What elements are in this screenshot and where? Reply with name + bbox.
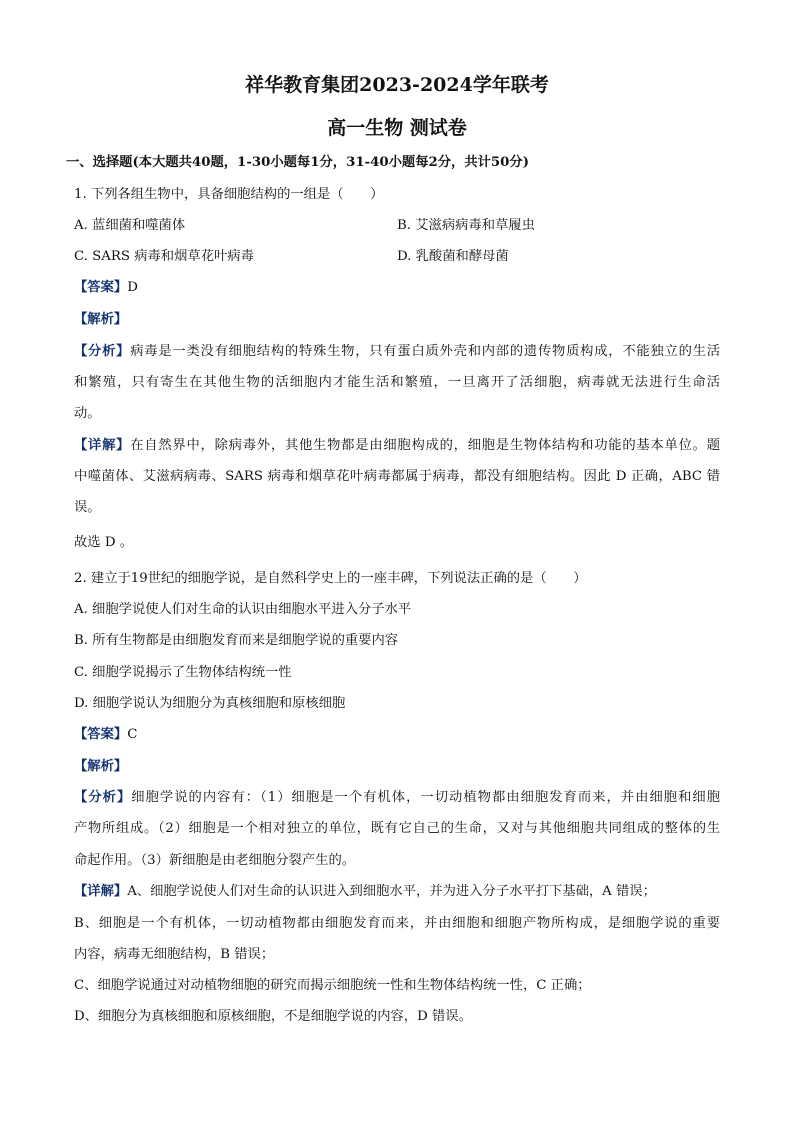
question-2-fenxi-line-3: 命起作用。（3）新细胞是由老细胞分裂产生的。 bbox=[74, 853, 356, 868]
analysis-tag: 【解析】 bbox=[74, 312, 128, 327]
question-1-fenxi-line-3: 动。 bbox=[74, 406, 101, 421]
question-1-option-a: A. 蓝细菌和噬菌体 bbox=[74, 218, 186, 233]
question-1-option-c: C. SARS 病毒和烟草花叶病毒 bbox=[74, 249, 254, 264]
question-1-stem: 1. 下列各组生物中，具备细胞结构的一组是（ ） bbox=[74, 187, 384, 202]
xiangjie-text: A、细胞学说使人们对生命的认识进入到细胞水平，并为进入分子水平打下基础，A 错误； bbox=[127, 884, 656, 899]
question-1-fenxi-line-1 bbox=[74, 340, 720, 359]
fenxi-tag: 【分析】 bbox=[74, 790, 132, 805]
question-1-xiangjie-line-3: 误。 bbox=[74, 500, 101, 515]
fenxi-tag: 【分析】 bbox=[74, 344, 131, 359]
question-2-stem: 2. 建立于19世纪的细胞学说，是自然科学史上的一座丰碑，下列说法正确的是（ ） bbox=[74, 571, 587, 586]
fenxi-text: 细胞学说的内容有：（1）细胞是一个有机体，一切动植物都由细胞发育而来，并由细胞和细胞 bbox=[131, 790, 721, 805]
question-1-fenxi-line-2: 和繁殖，只有寄生在其他生物的活细胞内才能生活和繁殖，一旦离开了活细胞，病毒就无法进行生命活 bbox=[74, 375, 720, 390]
question-1-conclusion: 故选 D 。 bbox=[74, 535, 134, 550]
answer-tag: 【答案】 bbox=[74, 280, 128, 295]
question-2-option-d: D. 细胞学说认为细胞分为真核细胞和原核细胞 bbox=[74, 696, 346, 711]
xiangjie-tag: 【详解】 bbox=[74, 438, 131, 453]
question-2-option-a: A. 细胞学说使人们对生命的认识由细胞水平进入分子水平 bbox=[74, 602, 412, 617]
fenxi-text: 病毒是一类没有细胞结构的特殊生物，只有蛋白质外壳和内部的遗传物质构成，不能独立的生活 bbox=[130, 344, 721, 359]
question-2-xiangjie-line-5: D、细胞分为真核细胞和原核细胞，不是细胞学说的内容，D 错误。 bbox=[74, 1009, 472, 1024]
question-2-fenxi-line-2: 产物所组成。（2）细胞是一个相对独立的单位，既有它自己的生命，又对与其他细胞共同组成的整体的生 bbox=[74, 821, 720, 836]
question-1-xiangjie-line-1 bbox=[74, 434, 720, 453]
answer-value: C bbox=[127, 727, 138, 742]
analysis-tag: 【解析】 bbox=[74, 759, 128, 774]
question-2-fenxi-line-1 bbox=[74, 786, 720, 805]
xiangjie-text: 在自然界中，除病毒外，其他生物都是由细胞构成的，细胞是生物体结构和功能的基本单位。题 bbox=[130, 438, 721, 453]
question-2-answer bbox=[74, 723, 137, 742]
question-1-answer bbox=[74, 276, 138, 295]
section-heading: 一、选择题(本大题共40题，1-30小题每1分，31-40小题每2分，共计50分) bbox=[66, 155, 530, 170]
question-2-xiangjie-line-3: 内容，病毒无细胞结构，B 错误； bbox=[74, 947, 275, 962]
xiangjie-tag: 【详解】 bbox=[74, 884, 128, 899]
question-2-xiangjie-line-4: C、细胞学说通过对动植物细胞的研究而揭示细胞统一性和生物体结构统一性，C 正确； bbox=[74, 978, 591, 993]
question-2-analysis-tag bbox=[74, 755, 127, 774]
question-1-xiangjie-line-2: 中噬菌体、艾滋病病毒、SARS 病毒和烟草花叶病毒都属于病毒，都没有细胞结构。因此 D 正确，ABC 错 bbox=[74, 469, 720, 484]
question-2-xiangjie-line-2: B、细胞是一个有机体，一切动植物都由细胞发育而来，并由细胞和细胞产物所构成，是细胞学说的重要 bbox=[74, 916, 720, 931]
question-1-analysis-tag bbox=[74, 308, 127, 327]
question-2-option-c: C. 细胞学说揭示了生物体结构统一性 bbox=[74, 665, 292, 680]
document-title: 祥华教育集团2023-2024学年联考 bbox=[245, 74, 549, 96]
question-1-option-b: B. 艾滋病病毒和草履虫 bbox=[397, 218, 535, 233]
question-2-xiangjie-line-1 bbox=[74, 880, 656, 899]
answer-value: D bbox=[127, 280, 138, 295]
document-subtitle: 高一生物 测试卷 bbox=[327, 117, 467, 139]
answer-tag: 【答案】 bbox=[74, 727, 128, 742]
question-2-option-b: B. 所有生物都是由细胞发育而来是细胞学说的重要内容 bbox=[74, 633, 399, 648]
question-1-option-d: D. 乳酸菌和酵母菌 bbox=[397, 249, 509, 264]
